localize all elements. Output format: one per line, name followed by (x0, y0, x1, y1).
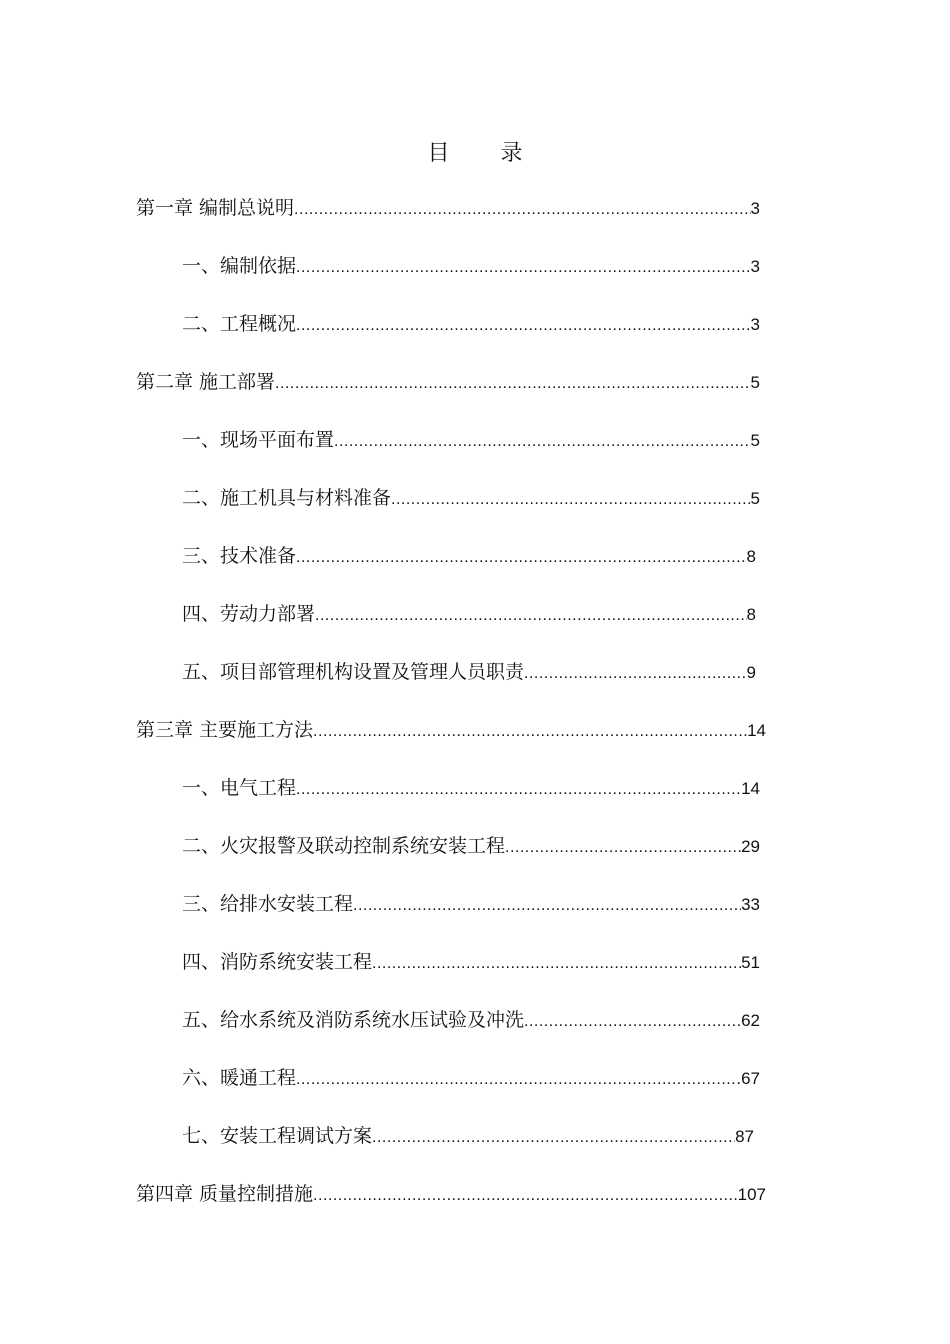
toc-page-number: 5 (750, 373, 760, 392)
toc-page-number: 51 (741, 953, 760, 972)
toc-entry-label: 二、施工机具与材料准备 (182, 487, 392, 509)
toc-page-number: 9 (746, 663, 756, 682)
toc-entry-section[interactable] (182, 657, 756, 687)
toc-entry-label: 一、现场平面布置 (182, 429, 335, 451)
toc-leader-dots (524, 1013, 741, 1031)
toc-page-number: 14 (741, 779, 760, 798)
toc-page-number: 3 (750, 199, 760, 218)
toc-entry-label: 一、编制依据 (182, 255, 297, 277)
toc-leader-dots (294, 201, 750, 219)
toc-entry-section[interactable] (182, 425, 760, 455)
toc-entry-chapter-1[interactable] (136, 193, 760, 223)
toc-entry-section[interactable] (182, 541, 756, 571)
toc-entry-section[interactable] (182, 1121, 754, 1151)
toc-leader-dots (296, 1071, 736, 1089)
toc-page-number: .67 (736, 1069, 760, 1088)
toc-page-number: 3 (750, 257, 760, 276)
toc-entry-label: 一、电气工程 (182, 777, 297, 799)
toc-entry-label: 四、劳动力部署 (182, 603, 316, 625)
toc-entry-label: 五、项目部管理机构设置及管理人员职责 (182, 661, 525, 683)
toc-entry-label: 第二章 施工部署 (136, 371, 276, 393)
toc-entry-section[interactable] (182, 309, 760, 339)
toc-page-number: 8 (746, 605, 756, 624)
toc-entry-section[interactable] (182, 889, 760, 919)
toc-leader-dots (296, 549, 747, 567)
toc-leader-dots (334, 433, 751, 451)
toc-leader-dots (296, 259, 751, 277)
toc-entry-label: 二、火灾报警及联动控制系统安装工程 (182, 835, 506, 857)
toc-page-number: 33 (741, 895, 760, 914)
toc-entry-section[interactable] (182, 1005, 760, 1035)
toc-entry-label: 五、给水系统及消防系统水压试验及冲洗 (182, 1009, 525, 1031)
toc-entry-label: 二、工程概况 (182, 313, 297, 335)
toc-page-number: 5 (750, 431, 760, 450)
toc-leader-dots (313, 1187, 738, 1205)
toc-entry-label: 六、暖通工程 (182, 1067, 297, 1089)
toc-entry-label: 三、给排水安装工程 (182, 893, 354, 915)
toc-page-number: 3 (750, 315, 760, 334)
toc-entry-section[interactable] (182, 831, 760, 861)
toc-leader-dots (505, 839, 741, 857)
toc-leader-dots (524, 665, 747, 683)
toc-entry-section[interactable] (182, 483, 760, 513)
toc-entry-label: 四、消防系统安装工程 (182, 951, 373, 973)
toc-title: 目 录 (427, 141, 545, 166)
toc-entry-label: 第四章 质量控制措施 (136, 1183, 314, 1205)
toc-leader-dots (372, 955, 741, 973)
toc-leader-dots (296, 317, 751, 335)
toc-entry-section[interactable] (182, 599, 756, 629)
toc-entry-section[interactable] (182, 947, 760, 977)
toc-entry-section[interactable] (182, 1063, 760, 1093)
toc-entry-chapter-4[interactable] (136, 1179, 766, 1209)
toc-page-number: 107 (737, 1185, 766, 1204)
toc-entry-label: 第三章 主要施工方法 (136, 719, 314, 741)
toc-leader-dots (353, 897, 741, 915)
toc-entry-label: 三、技术准备 (182, 545, 297, 567)
toc-leader-dots (315, 607, 747, 625)
toc-leader-dots (313, 723, 747, 741)
toc-entry-section[interactable] (182, 773, 760, 803)
toc-entry-chapter-3[interactable] (136, 715, 766, 745)
toc-entry-label: 第一章 编制总说明 (136, 197, 295, 219)
toc-page-number: 14 (747, 721, 766, 740)
toc-page-number: 8 (746, 547, 756, 566)
toc-entry-section[interactable] (182, 251, 760, 281)
toc-leader-dots (391, 491, 751, 509)
toc-entry-label: 七、安装工程调试方案 (182, 1125, 373, 1147)
toc-page-number: 62 (741, 1011, 760, 1030)
toc-entry-chapter-2[interactable] (136, 367, 760, 397)
toc-leader-dots (275, 375, 750, 393)
toc-leader-dots (296, 781, 741, 799)
toc-leader-dots (372, 1129, 735, 1147)
toc-page-number: 29 (741, 837, 760, 856)
toc-page-number: 87 (735, 1127, 754, 1146)
toc-page-number: 5 (750, 489, 760, 508)
